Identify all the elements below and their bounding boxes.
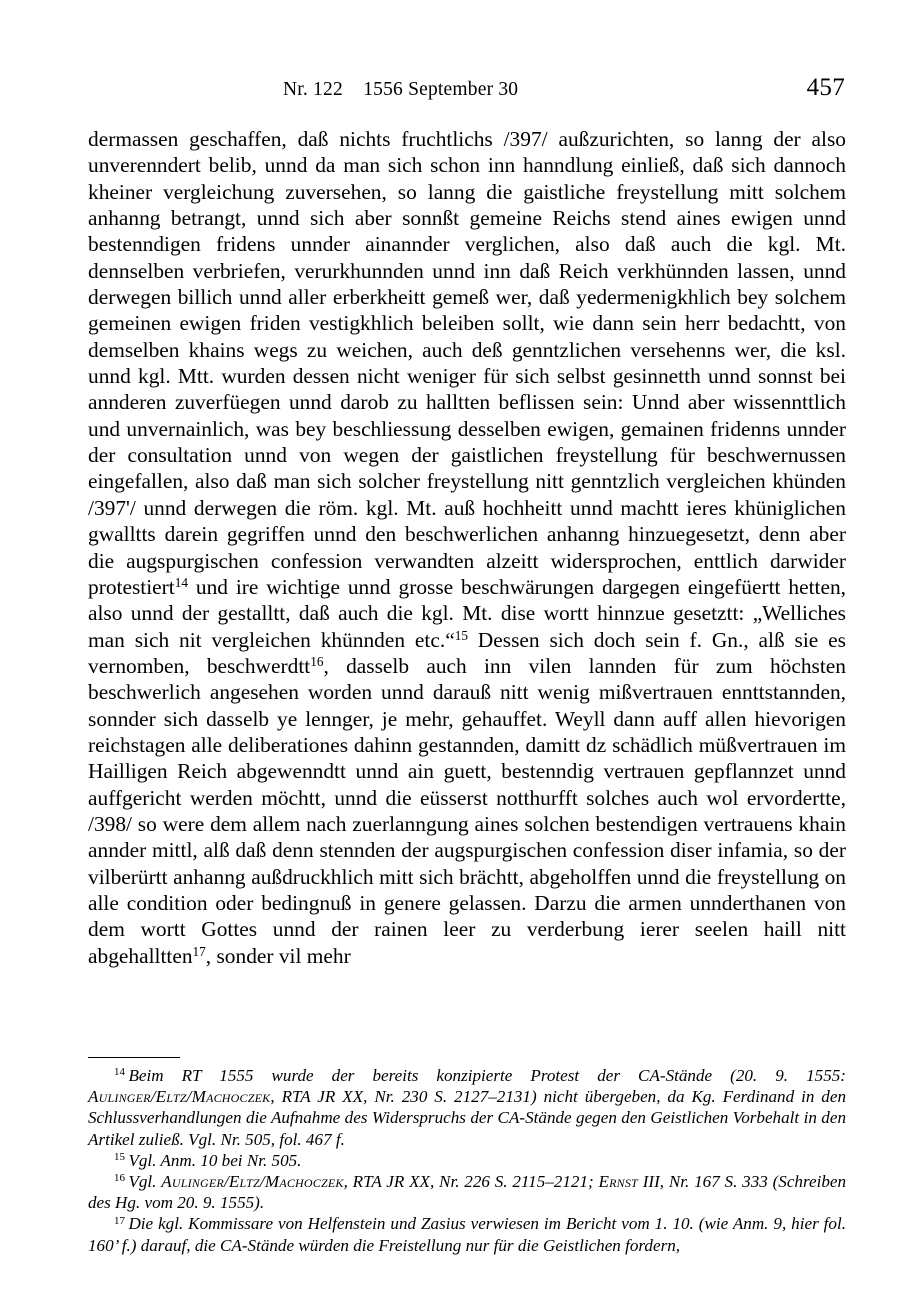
- body-segment-4: , dasselb auch inn vilen lannden für zum höchsten beschwerlich angesehen worden unnd darauß nitt wenig mißvertrauen ennttstannden, sonnder sich dasselb ye lennger, je mehr, gehauffet. Weyll dann auff allen hievorigen reichstagen alle deliberationes dahinn gestannden, damitt dz schädlich müßvertrauen im Hailligen Reich abgewenndtt unnd ain guett, bestenndig vertrauen gepflannzet unnd auffgericht werden möchtt, unnd die eüsserst notthurfft solches auch wol ervordertte, /398/ so were dem allem nach zuerlanngung aines solchen bestendigen vertrauens khain annder mittl, alß daß denn stennden der augspurgischen confession diser infamia, so der vilberürtt anhanng außdruckhlich mitt sich brächtt, abgeholffen unnd die freystellung on alle condition oder bedingnuß in genere gelassen. Darzu die armen unnderthanen von dem wortt Gottes unnd der rainen leer zu verderbung ierer seelen haill nitt abgehalltten: [88, 653, 846, 968]
- footnote-text: Beim RT 1555 wurde der bereits konzipierte Protest der CA-Stände (20. 9. 1555:: [128, 1066, 846, 1085]
- footnote-16: [88, 1171, 846, 1213]
- footnote-text: , RTA JR XX, Nr. 226 S. 2115–2121;: [343, 1172, 599, 1192]
- footnote-citation-name: Aulinger/Eltz/Machoczek: [88, 1087, 271, 1107]
- footnote-ref-14[interactable]: 14: [174, 574, 188, 590]
- footnote-ref-15[interactable]: 15: [454, 627, 468, 643]
- body-text-block: [88, 126, 846, 969]
- footnote-separator-rule: [88, 1057, 180, 1058]
- page-number: 457: [806, 74, 845, 101]
- footnote-text: III, Nr. 167 S. 333 (Schreiben des Hg. vom 20. 9. 1555).: [88, 1172, 846, 1213]
- footnote-list: [88, 1065, 846, 1256]
- footnote-text: Vgl.: [128, 1172, 162, 1192]
- body-segment-3: Dessen sich doch sein f. Gn., alß sie es vernomben, beschwerdtt: [88, 627, 846, 678]
- footnote-citation-name: Ernst: [598, 1172, 638, 1192]
- footnote-text: Vgl. Anm. 10 bei Nr. 505.: [128, 1150, 302, 1170]
- footnote-ref-17[interactable]: 17: [192, 943, 206, 959]
- footnote-text: Die kgl. Kommissare von Helfenstein und Zasius verwiesen im Bericht vom 1. 10. (wie Anm. 9, hier fol. 160’ f.) darauf, die CA-Stände würden die Freistellung nur für die Geistlichen fordern,: [88, 1214, 846, 1255]
- footnote-citation-name: Aulinger/Eltz/Machoczek: [161, 1172, 344, 1192]
- footnote-number-14[interactable]: 14: [114, 1066, 125, 1079]
- running-head-title: Nr. 122 1556 September 30: [283, 79, 519, 100]
- footnote-number-15[interactable]: 15: [114, 1151, 125, 1164]
- footnote-number-16[interactable]: 16: [114, 1172, 125, 1185]
- running-head: [88, 74, 845, 104]
- footnote-apparatus: [88, 1057, 846, 1256]
- body-segment-1: dermassen geschaffen, daß nichts fruchtlichs /397/ außzurichten, so lanng der also unverenndert belib, unnd da man sich schon inn hanndlung einließ, daß sich dannoch kheiner vergleichung zuversehen, so lanng die gaistliche freystellung mitt solchem anhanng betrangt, unnd sich aber sonnßt gemeine Reichs stend aines ewigen unnd bestenndigen fridens unnder ainannder verglichen, also daß auch die kgl. Mt. dennselben verbriefen, verurkhunnden unnd inn daß Reich verkhünnden lassen, unnd derwegen billich unnd aller erberkheitt gemeß wer, daß yedermenigkhlich bey solchem gemeinen ewigen friden vestigkhlich beleiben sollt, wie dann sein herr bedachtt, von demselben khains wegs zu weichen, auch deß genntzlichen versehenns wer, die ksl. unnd kgl. Mtt. wurden dessen nicht weniger für sich selbst gesinnetth unnd sonnst bei annderen zuverfüegen unnd darob zu halltten beflissen sein: Unnd aber wissennttlich und unvernainlich, was bey beschliessung desselben ewigen, gemainen fridenns unnder der consultation unnd von wegen der gaistlichen freystellung für beschwernussen eingefallen, also daß man sich solcher freystellung nitt genntzlich vergleichen khünden /397'/ unnd derwegen die röm. kgl. Mt. auß hochheitt unnd machtt ieres khüniglichen gwalltts darein gegriffen unnd den beschwerlichen anhanng hinzuegesetzt, denn aber die augspurgischen confession verwandten alzeitt widersprochen, enttlich darwider protestiert: [88, 127, 846, 599]
- footnote-17: [88, 1213, 846, 1255]
- footnote-14: [88, 1065, 846, 1150]
- footnote-15: [88, 1150, 846, 1171]
- footnote-text: , RTA JR XX, Nr. 230 S. 2127–2131) nicht übergeben, da Kg. Ferdinand in den Schlussverhandlungen die Aufnahme des Widerspruchs der CA-Stände gegen den Geistlichen Vorbehalt in den Artikel zuließ. Vgl. Nr. 505, fol. 467 f.: [88, 1087, 846, 1149]
- body-paragraph: [88, 126, 846, 969]
- body-segment-2: und ire wichtige unnd grosse beschwärungen dargegen eingefüertt hetten, also unnd der gestalltt, daß auch die kgl. Mt. dise wortt hinnzue gesetztt: „Welliches man sich nit vergleichen khünnden etc.“: [88, 574, 846, 652]
- body-segment-5: , sonder vil mehr: [205, 943, 351, 968]
- footnote-number-17[interactable]: 17: [114, 1214, 125, 1227]
- footnote-ref-16[interactable]: 16: [310, 653, 324, 669]
